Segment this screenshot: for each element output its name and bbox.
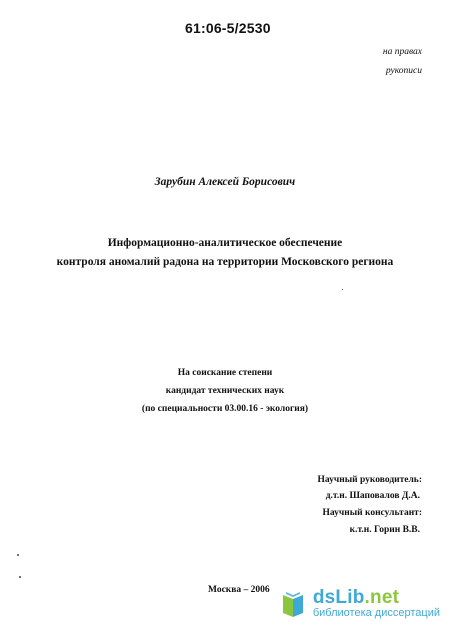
city-year: Москва – 2006 — [208, 585, 270, 595]
thesis-title-line1: Информационно-аналитическое обеспечение — [107, 237, 343, 249]
consultant-name: к.т.н. Горин В.В. — [349, 525, 420, 535]
archive-stamp-code: 61:06-5/2530 — [185, 20, 271, 36]
watermark-site-main: dsLib — [312, 587, 365, 608]
book-icon — [279, 589, 307, 619]
watermark-text — [313, 588, 440, 619]
watermark-subtitle: библиотека диссертаций — [312, 607, 440, 619]
degree-line1: На соискание степени — [177, 368, 273, 378]
watermark-logo — [279, 588, 440, 619]
supervisor-label: Научный руководитель: — [317, 475, 422, 485]
rights-note-line1: на правах — [382, 47, 422, 57]
scan-speck — [17, 554, 19, 556]
consultant-label: Научный консультант: — [322, 508, 422, 518]
thesis-title-line2: контроля аномалий радона на территории Московского региона — [56, 256, 394, 268]
degree-line3: (по специальности 03.00.16 - экология) — [141, 404, 309, 414]
scan-speck — [342, 289, 343, 290]
author-name: Зарубин Алексей Борисович — [154, 176, 296, 188]
watermark-site-suffix: .net — [364, 587, 400, 608]
scan-speck — [19, 576, 21, 578]
degree-line2: кандидат технических наук — [165, 386, 285, 396]
supervisor-name: д.т.н. Шаповалов Д.А. — [325, 491, 420, 501]
watermark-site-name — [313, 588, 440, 607]
rights-note-line2: рукописи — [385, 66, 422, 76]
